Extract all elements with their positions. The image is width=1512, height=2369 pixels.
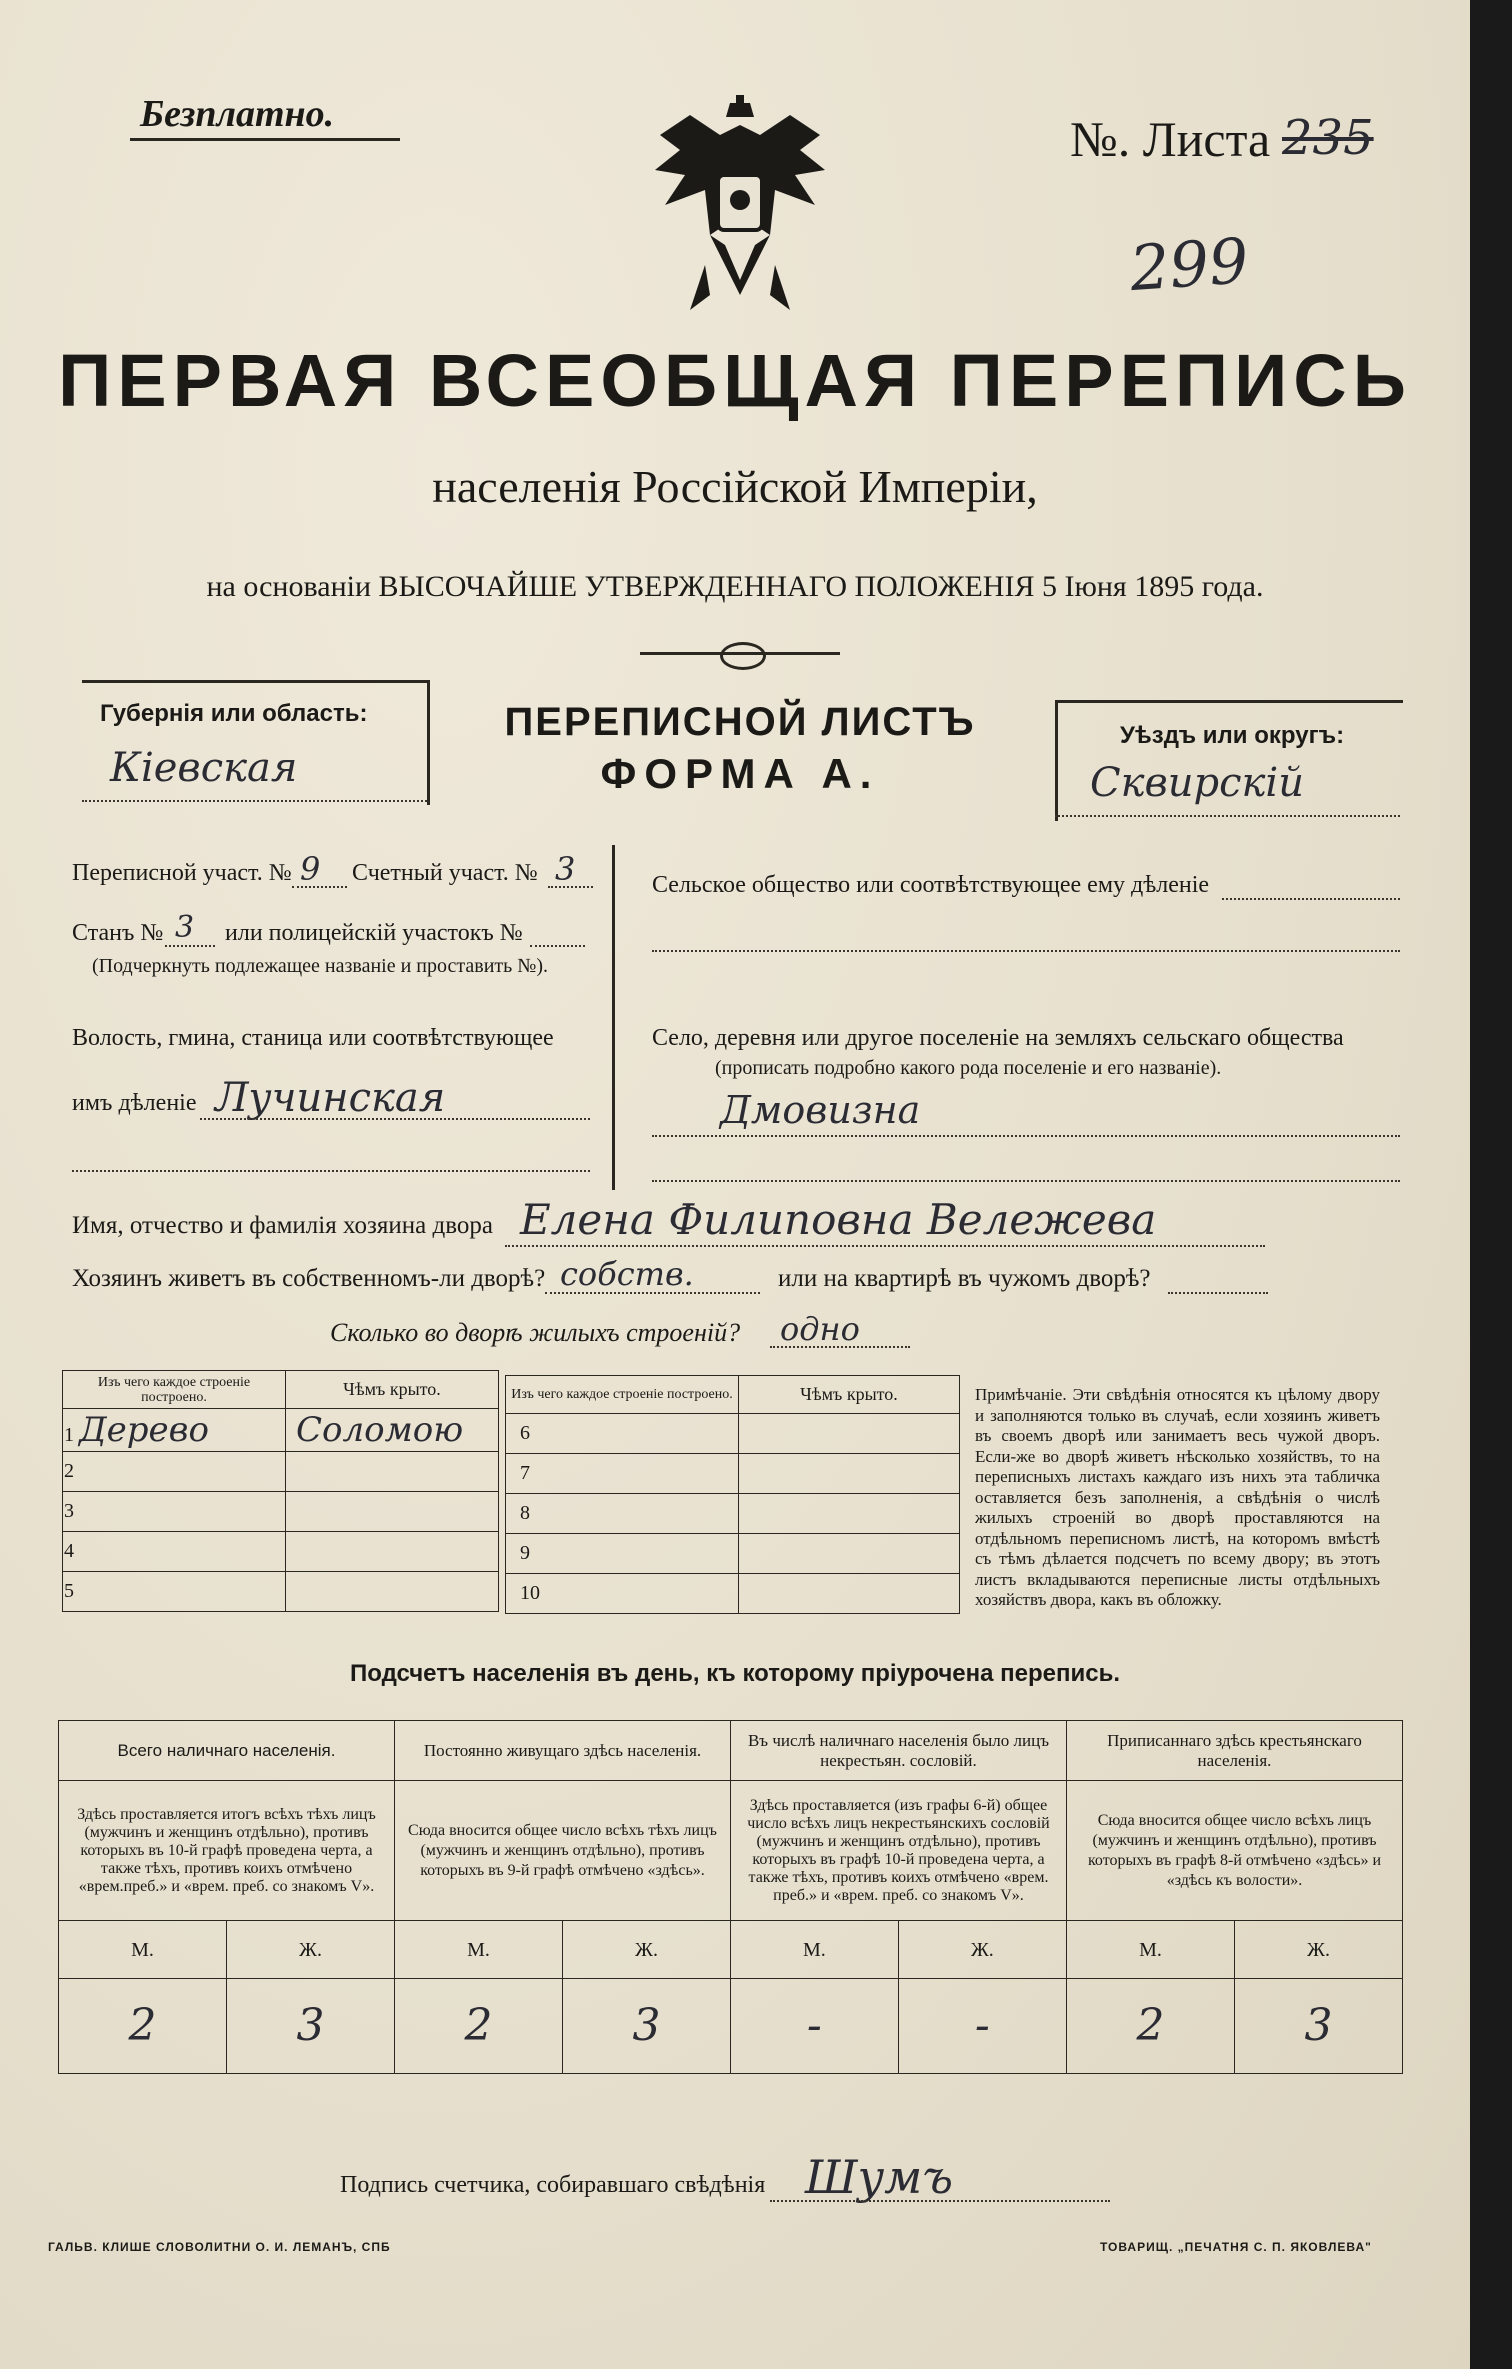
camp-hint: (Подчеркнуть подлежащее названіе и проставить №). (92, 955, 548, 977)
owner-or-dotline (1168, 1292, 1268, 1294)
row-number: 4 (63, 1532, 286, 1572)
owner-lives-dotline (545, 1292, 760, 1294)
owner-name-value: Елена Филиповна Вележева (520, 1195, 1157, 1244)
female-count-1: 3 (227, 1979, 395, 2074)
roof-header-right: Чѣмъ крыто. (739, 1376, 960, 1414)
table-row (63, 1492, 499, 1532)
row-number: 9 (506, 1534, 739, 1574)
village-dotline (652, 1135, 1400, 1137)
material-header-right: Изъ чего каждое строеніе построено. (506, 1376, 739, 1414)
female-header: Ж. (1234, 1921, 1402, 1979)
row-number: 8 (506, 1494, 739, 1534)
table-row (506, 1454, 960, 1494)
female-header: Ж. (898, 1921, 1066, 1979)
division-label: имъ дѣленіе (72, 1090, 197, 1116)
summary-desc-3: Здѣсь проставляется (изъ графы 6-й) общее число всѣхъ лицъ некрестьянскихъ сословій (мужчинъ и женщинъ отдѣльно), противъ которыхъ въ графѣ 10-й проведена черта, а также тѣхъ, противъ коихъ отмѣчено «врем. преб.» и «врем. преб. со знакомъ V». (731, 1781, 1067, 1921)
row-number: 3 (63, 1492, 286, 1532)
row-number: 10 (506, 1574, 739, 1614)
buildings-label: Сколько во дворѣ жилыхъ строеній? (330, 1318, 741, 1347)
female-header: Ж. (227, 1921, 395, 1979)
owner-name-dotline (505, 1245, 1265, 1247)
society-label: Сельское общество или соотвѣтствующее ему дѣленіе (652, 872, 1210, 898)
count-area-dotline (548, 886, 593, 888)
row-number: 6 (506, 1414, 739, 1454)
society-dotline (1222, 898, 1400, 900)
village-value: Дмовизна (720, 1088, 921, 1132)
district-label: Уѣздъ или округъ: (1120, 722, 1345, 749)
male-count-1: 2 (59, 1979, 227, 2074)
roof-header: Чѣмъ крыто. (286, 1371, 499, 1409)
ornament-center (720, 642, 766, 670)
male-header: М. (395, 1921, 563, 1979)
summary-head-3: Въ числѣ наличнаго населенія было лицъ некрестьян. сословій. (731, 1721, 1067, 1781)
sheet-number-label: №. Листа (1070, 111, 1271, 167)
volost-label: Волость, гмина, станица или соотвѣтствующее (72, 1025, 554, 1051)
table-row (63, 1532, 499, 1572)
footer-left: ГАЛЬВ. КЛИШЕ СЛОВОЛИТНИ О. И. ЛЕМАНЪ, СПБ (48, 2240, 391, 2254)
table-row (506, 1574, 960, 1614)
summary-desc-2: Сюда вносится общее число всѣхъ тѣхъ лицъ (мужчинъ и женщинъ отдѣльно), противъ которыхъ въ 9-й графѣ отмѣчено «здѣсь». (395, 1781, 731, 1921)
division-value: Лучинская (215, 1075, 446, 1121)
census-area-dotline (292, 886, 347, 888)
division-dotline (200, 1118, 590, 1120)
signature-value: Шумъ (805, 2150, 953, 2204)
note-text: Примѣчаніе. Эти свѣдѣнія относятся къ цѣлому двору и заполняются только въ случаѣ, если хозяинъ живетъ въ своемъ дворѣ или занимаетъ весь чужой дворъ. Если-же во дворѣ живетъ нѣсколько хозяйствъ, то на переписныхъ листахъ каждаго изъ нихъ эта табличка оставляется безъ заполненія, а свѣдѣнія о числѣ жилыхъ строеній во дворѣ проставляются на отдѣльномъ переписномъ листѣ, на которомъ вмѣстѣ съ тѣмъ дѣлается подсчетъ по всему двору; въ этотъ листъ вкладываются переписные листы отдѣльныхъ хозяйствъ двора, какъ въ обложку. (975, 1385, 1380, 1609)
main-title: ПЕРВАЯ ВСЕОБЩАЯ ПЕРЕПИСЬ (58, 339, 1412, 422)
female-count-2: 3 (563, 1979, 731, 2074)
double-headed-eagle-icon (650, 95, 830, 320)
summary-head-1: Всего наличнаго населенія. (59, 1721, 395, 1781)
province-label: Губернія или область: (100, 700, 368, 727)
row-number: 2 (63, 1452, 286, 1492)
division-dotline-2 (72, 1170, 590, 1172)
table-row (63, 1409, 499, 1452)
table-row (63, 1452, 499, 1492)
free-label: Безплатно. (140, 93, 335, 135)
form-a-label: ФОРМА А. (600, 750, 880, 797)
police-dotline (530, 945, 585, 947)
male-count-2: 2 (395, 1979, 563, 2074)
owner-or-label: или на квартирѣ въ чужомъ дворѣ? (778, 1265, 1151, 1292)
footer-right: ТОВАРИЩ. „ПЕЧАТНЯ С. П. ЯКОВЛЕВА" (1100, 2240, 1372, 2254)
roof-value: Соломою (286, 1409, 499, 1452)
table-row (506, 1534, 960, 1574)
table-row (506, 1414, 960, 1454)
district-value: Сквирскій (1090, 760, 1304, 806)
female-header: Ж. (563, 1921, 731, 1979)
summary-head-2: Постоянно живущаго здѣсь населенія. (395, 1721, 731, 1781)
signature-label: Подпись счетчика, собиравшаго свѣдѣнія (340, 2172, 766, 2198)
summary-table (58, 1720, 1403, 2074)
camp-value: 3 (175, 910, 195, 945)
buildings-value: одно (780, 1310, 860, 1348)
sheet-title: ПЕРЕПИСНОЙ ЛИСТЪ (504, 700, 976, 744)
buildings-dotline (770, 1346, 910, 1348)
sheet-number-handwritten: 299 (1127, 223, 1251, 306)
female-count-4: 3 (1234, 1979, 1402, 2074)
owner-lives-label: Хозяинъ живетъ въ собственномъ-ли дворѣ? (72, 1265, 546, 1292)
signature-dotline (770, 2200, 1110, 2202)
male-header: М. (1066, 1921, 1234, 1979)
table-row (506, 1494, 960, 1534)
province-dotline (82, 800, 427, 802)
count-area-value: 3 (555, 850, 576, 888)
female-count-3: - (898, 1979, 1066, 2074)
summary-head-4: Приписаннаго здѣсь крестьянскаго населенія. (1066, 1721, 1402, 1781)
material-value: Дерево (79, 1410, 209, 1450)
camp-dotline (165, 945, 215, 947)
owner-name-label: Имя, отчество и фамилія хозяина двора (72, 1212, 493, 1239)
village-label: Село, деревня или другое поселеніе на земляхъ сельскаго общества (652, 1025, 1344, 1051)
sheet-number-struck: 235 (1282, 110, 1374, 166)
village-dotline-2 (652, 1180, 1400, 1182)
male-count-3: - (731, 1979, 899, 2074)
row-number: 5 (63, 1572, 286, 1612)
free-underline (130, 138, 400, 141)
column-divider (612, 845, 615, 1190)
material-header: Изъ чего каждое строеніе построено. (63, 1371, 286, 1409)
society-dotline-2 (652, 950, 1400, 952)
row-number: 7 (506, 1454, 739, 1494)
police-label: или полицейскій участокъ № (225, 920, 523, 946)
summary-desc-4: Сюда вносится общее число всѣхъ лицъ (мужчинъ и женщинъ отдѣльно), противъ которыхъ въ графѣ 8-й отмѣчено «здѣсь» и «здѣсь къ волости». (1066, 1781, 1402, 1921)
subtitle: населенія Россійской Имперіи, (432, 461, 1038, 512)
male-header: М. (59, 1921, 227, 1979)
row-number: 1 (64, 1424, 74, 1446)
village-hint: (прописать подробно какого рода поселеніе и его названіе). (715, 1057, 1222, 1079)
basis-line: на основаніи ВЫСОЧАЙШЕ УТВЕРЖДЕННАГО ПОЛОЖЕНІЯ 5 Іюня 1895 года. (206, 570, 1264, 603)
male-count-4: 2 (1066, 1979, 1234, 2074)
count-area-label: Счетный участ. № (352, 860, 538, 886)
census-area-value: 9 (300, 850, 321, 888)
male-header: М. (731, 1921, 899, 1979)
summary-desc-1: Здѣсь проставляется итогъ всѣхъ тѣхъ лицъ (мужчинъ и женщинъ отдѣльно), противъ которыхъ въ 10-й графѣ проведена черта, а также тѣхъ, противъ коихъ отмѣчено «врем.преб.» и «врем. преб. со знакомъ V». (59, 1781, 395, 1921)
province-value: Кіевская (110, 745, 298, 791)
table-row (63, 1572, 499, 1612)
buildings-table-left (62, 1370, 499, 1612)
census-area-label: Переписной участ. № (72, 860, 292, 886)
summary-title: Подсчетъ населенія въ день, къ которому пріурочена перепись. (350, 1660, 1120, 1687)
owner-lives-value: собств. (560, 1255, 694, 1293)
camp-label: Станъ № (72, 920, 164, 946)
buildings-table-right (505, 1375, 960, 1614)
district-dotline (1055, 815, 1400, 817)
